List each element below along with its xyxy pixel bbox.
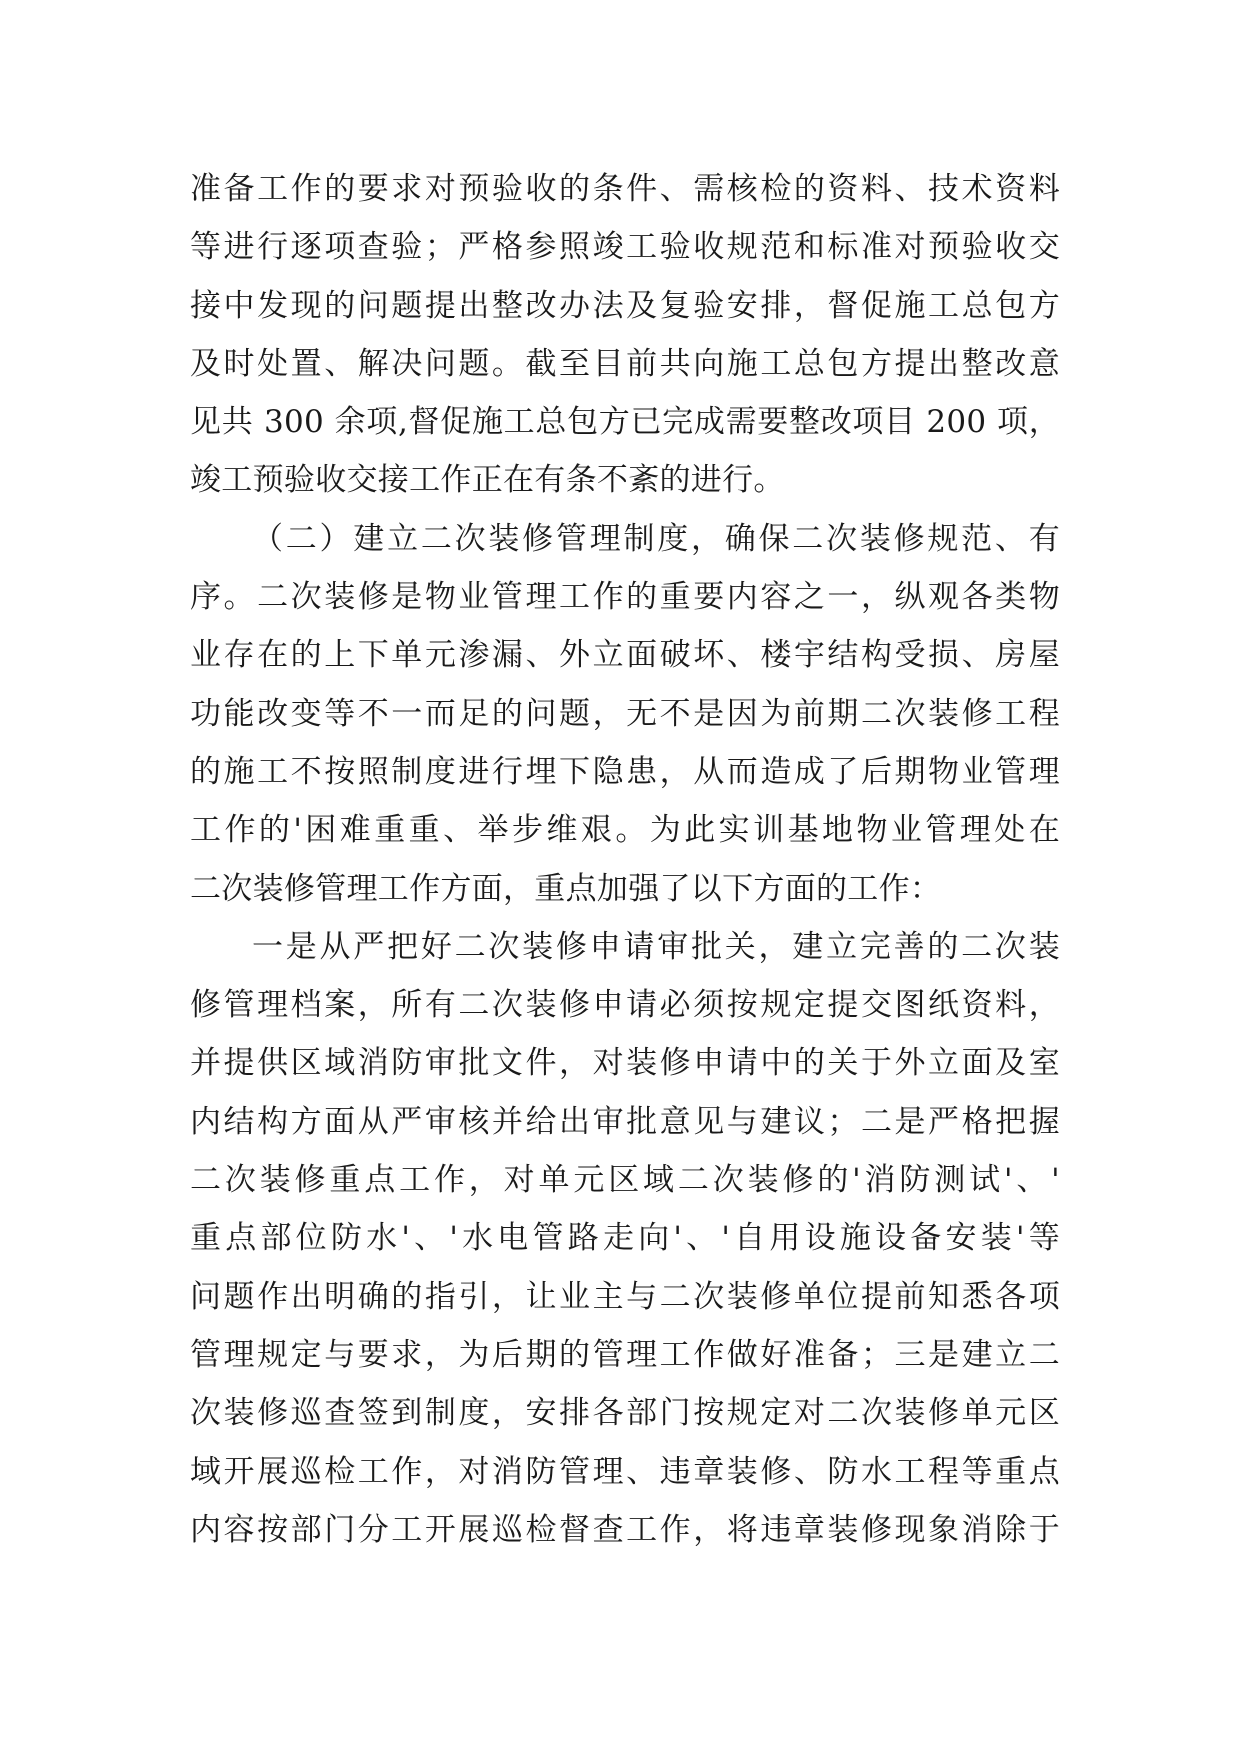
text-line: 及时处置、解决问题。截至目前共向施工总包方提出整改意 (190, 345, 1060, 382)
text-line: 修管理档案，所有二次装修申请必须按规定提交图纸资料， (190, 987, 1060, 1024)
text-line: （二）建立二次装修管理制度，确保二次装修规范、有 (252, 520, 1060, 557)
text-line: 二次装修重点工作，对单元区域二次装修的'消防测试'、' (190, 1162, 1060, 1199)
text-line: 域开展巡检工作，对消防管理、违章装修、防水工程等重点 (190, 1453, 1060, 1490)
document-body-text (190, 160, 1060, 1559)
text-line: 序。二次装修是物业管理工作的重要内容之一，纵观各类物 (190, 579, 1060, 616)
text-line: 重点部位防水'、'水电管路走向'、'自用设施设备安装'等 (190, 1220, 1060, 1257)
text-line: 次装修巡查签到制度，安排各部门按规定对二次装修单元区 (190, 1395, 1060, 1432)
text-line: 业存在的上下单元渗漏、外立面破坏、楼宇结构受损、房屋 (190, 637, 1060, 674)
text-line: 内容按部门分工开展巡检督查工作，将违章装修现象消除于 (190, 1511, 1060, 1548)
text-line: 准备工作的要求对预验收的条件、需核检的资料、技术资料 (190, 171, 1060, 207)
text-line: 见共 300 余项,督促施工总包方已完成需要整改项目 200 项， (190, 404, 1060, 441)
text-line: 一是从严把好二次装修申请审批关，建立完善的二次装 (252, 928, 1060, 965)
text-line: 二次装修管理工作方面，重点加强了以下方面的工作： (190, 870, 942, 907)
text-line: 接中发现的问题提出整改办法及复验安排，督促施工总包方 (190, 287, 1060, 324)
text-line: 管理规定与要求，为后期的管理工作做好准备；三是建立二 (190, 1336, 1060, 1373)
text-line: 的施工不按照制度进行埋下隐患，从而造成了后期物业管理 (190, 753, 1060, 790)
text-line: 功能改变等不一而足的问题，无不是因为前期二次装修工程 (190, 695, 1060, 732)
text-line: 并提供区域消防审批文件，对装修申请中的关于外立面及室 (190, 1045, 1060, 1082)
text-line: 问题作出明确的指引，让业主与二次装修单位提前知悉各项 (190, 1278, 1060, 1315)
text-line: 竣工预验收交接工作正在有条不紊的进行。 (190, 462, 785, 499)
text-line: 等进行逐项查验；严格参照竣工验收规范和标准对预验收交 (190, 229, 1060, 266)
text-line: 工作的'困难重重、举步维艰。为此实训基地物业管理处在 (190, 812, 1060, 849)
text-line: 内结构方面从严审核并给出审批意见与建议；二是严格把握 (190, 1103, 1060, 1140)
